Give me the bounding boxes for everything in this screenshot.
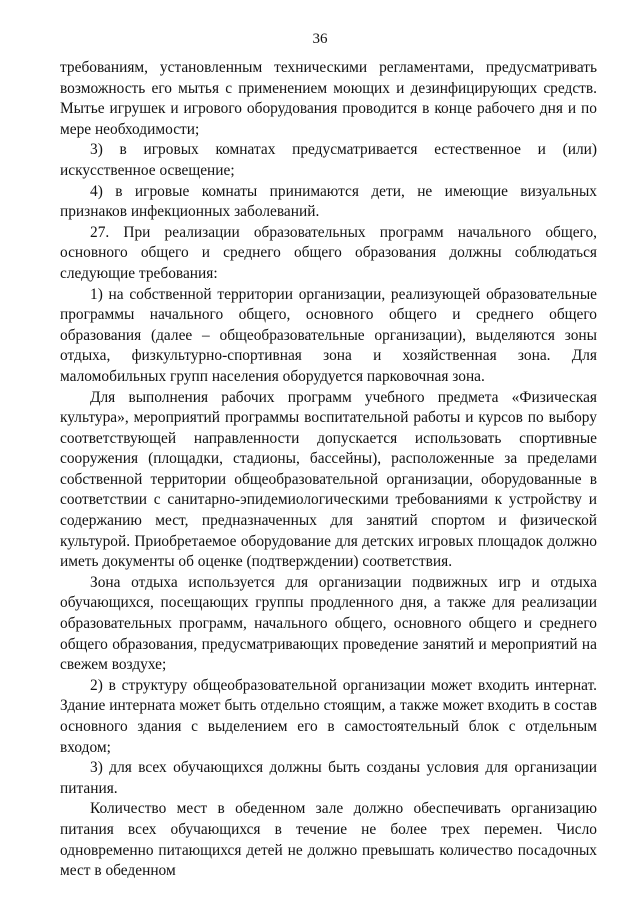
paragraph: Зона отдыха используется для организации подвижных игр и отдыха обучающихся, посещающих группы продленного дня, а также для реализации образовательных программ, начального общего, основного общего и среднего общего образования, предусматривающих проведение занятий и мероприятий на свежем воздухе; bbox=[60, 573, 597, 674]
paragraph: Количество мест в обеденном зале должно обеспечивать организацию питания всех обучающихся в течение не более трех перемен. Число одновременно питающихся детей не должно превышать количество посадочных мест в обеденном bbox=[60, 800, 597, 880]
paragraph: Для выполнения рабочих программ учебного предмета «Физическая культура», мероприятий программы воспитательной работы и курсов по выбору соответствующей направленности допускается использовать спортивные сооружения (площадки, стадионы, бассейны), расположенные за пределами собственной территории общеобразовательной организации, оборудованные в соответствии с санитарно-эпидемиологическими требованиями к устройству и содержанию мест, предназначенных для занятий спортом и физической культурой. Приобретаемое оборудование для детских игровых площадок должно иметь документы об оценке (подтверждении) соответствия. bbox=[60, 388, 597, 571]
paragraph: требованиям, установленным техническими регламентами, предусматривать возможность его мытья с применением моющих и дезинфицирующих средств. Мытье игрушек и игрового оборудования проводится в конце рабочего дня и по мере необходимости; bbox=[60, 59, 597, 138]
paragraph: 3) в игровых комнатах предусматривается естественное и (или) искусственное освещение; bbox=[60, 141, 597, 179]
paragraph: 4) в игровые комнаты принимаются дети, не имеющие визуальных признаков инфекционных заболеваний. bbox=[60, 182, 597, 221]
body-text bbox=[60, 58, 597, 882]
paragraph: 3) для всех обучающихся должны быть созданы условия для организации питания. bbox=[60, 759, 597, 797]
paragraph: 1) на собственной территории организации, реализующей образовательные программы начального общего, основного общего и среднего общего образования (далее – общеобразовательные организации), выделяются зоны отдыха, физкультурно-спортивная зона и хозяйственная зона. Для маломобильных групп населения оборудуется парковочная зона. bbox=[60, 285, 597, 385]
paragraph: 2) в структуру общеобразовательной организации может входить интернат. Здание интерната может быть отдельно стоящим, а также может входить в состав основного здания с выделением его в самостоятельный блок с отдельным входом; bbox=[60, 676, 597, 756]
page-number: 36 bbox=[312, 31, 328, 47]
paragraph: 27. При реализации образовательных программ начального общего, основного общего и среднего общего образования должны соблюдаться следующие требования: bbox=[60, 223, 597, 282]
